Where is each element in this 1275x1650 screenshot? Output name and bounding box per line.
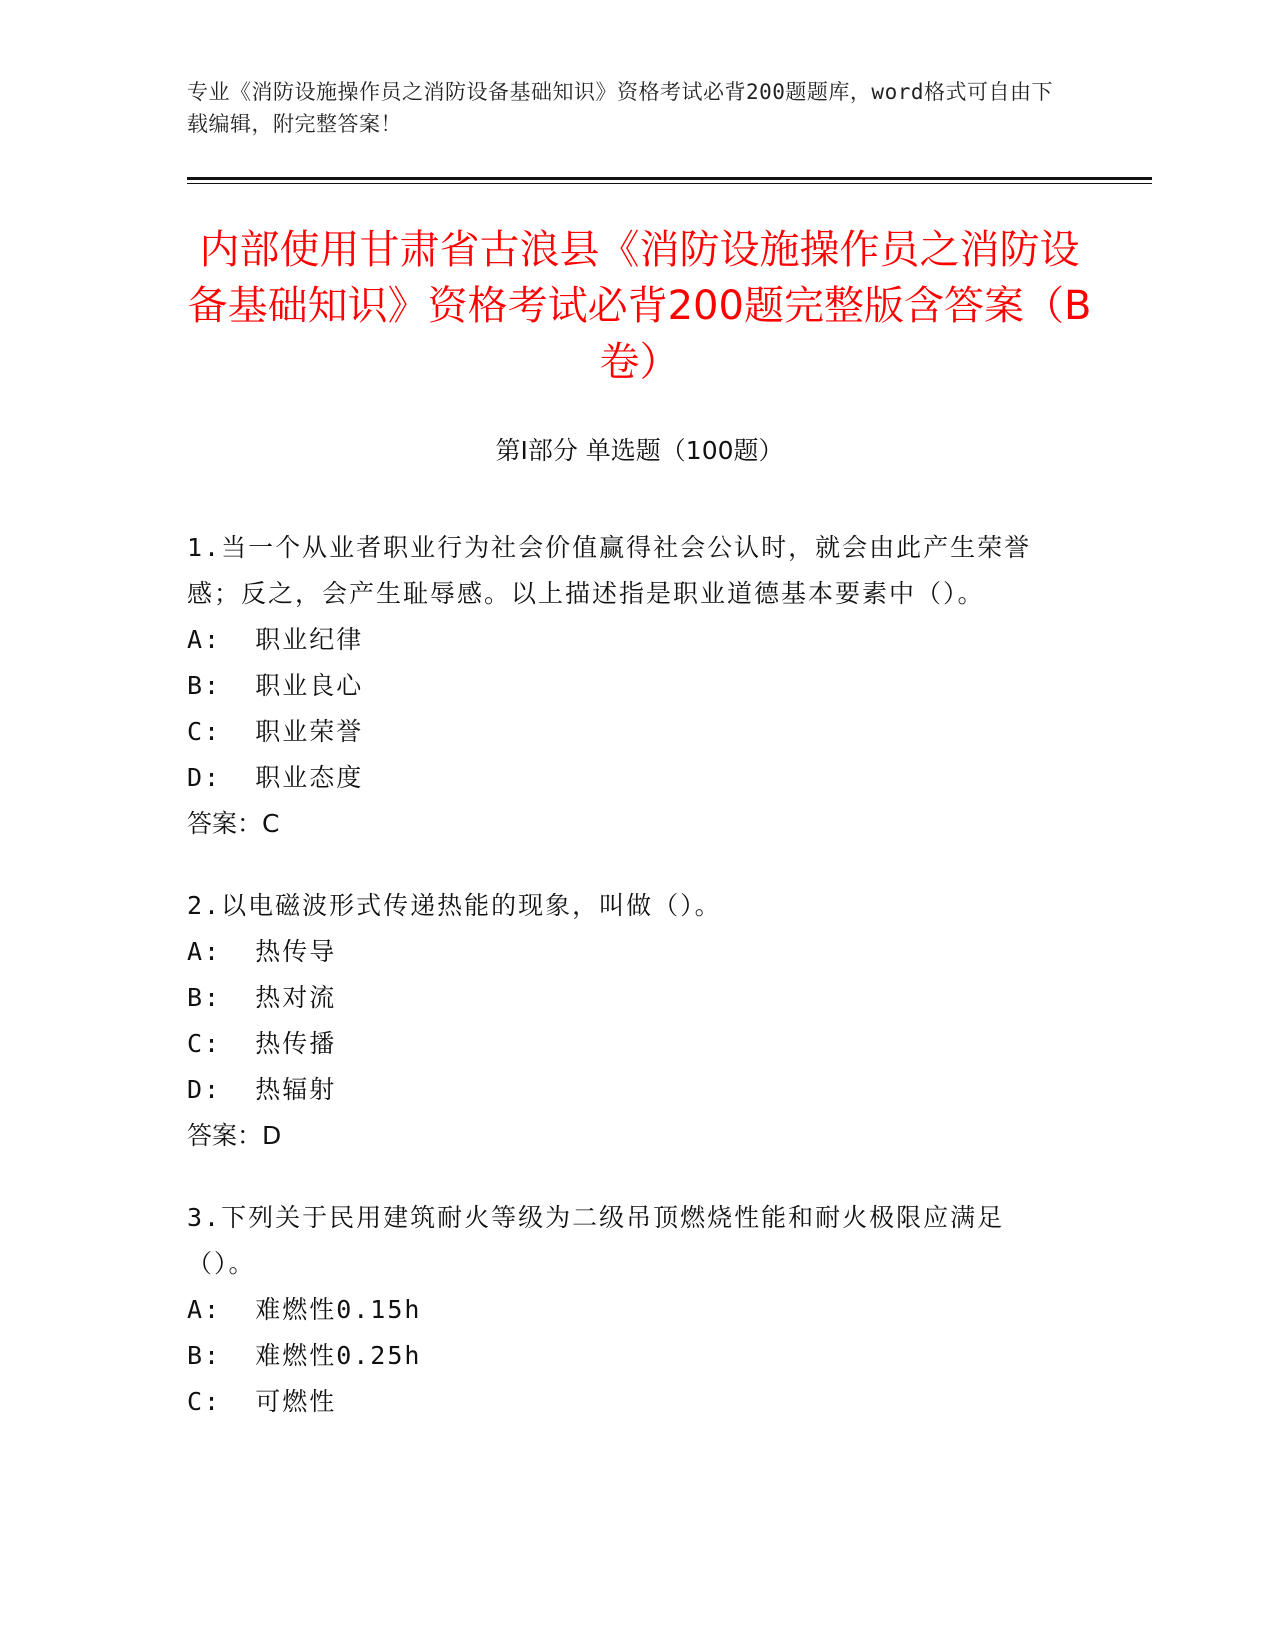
option-c: C: 可燃性 (187, 1387, 337, 1416)
question-2 (187, 883, 1067, 1159)
option-b: B: 热对流 (187, 983, 337, 1012)
option-a: A: 热传导 (187, 937, 337, 966)
option-a: A: 职业纪律 (187, 625, 364, 654)
option-d: D: 职业态度 (187, 763, 364, 792)
question-stem: 3.下列关于民用建筑耐火等级为二级吊顶燃烧性能和耐火极限应满足（）。 (187, 1203, 1005, 1278)
answer: 答案：C (187, 809, 280, 838)
section-title: 第Ⅰ部分 单选题（100题） (495, 436, 784, 465)
question-1 (187, 525, 1067, 847)
answer: 答案：D (187, 1121, 282, 1150)
option-b: B: 职业良心 (187, 671, 364, 700)
document-title: 内部使用甘肃省古浪县《消防设施操作员之消防设备基础知识》资格考试必背200题完整版含答案（B卷） (187, 227, 1092, 385)
question-list (187, 525, 1067, 1461)
option-c: C: 热传播 (187, 1029, 337, 1058)
question-stem: 2.以电磁波形式传递热能的现象，叫做（）。 (187, 891, 722, 920)
header-rule-thick (187, 177, 1152, 180)
header-note: 专业《消防设施操作员之消防设备基础知识》资格考试必背200题题库，word格式可自由下载编辑，附完整答案！ (187, 80, 1053, 136)
option-c: C: 职业荣誉 (187, 717, 364, 746)
question-stem: 1.当一个从业者职业行为社会价值赢得社会公认时，就会由此产生荣誉感；反之，会产生耻辱感。以上描述指是职业道德基本要素中（）。 (187, 533, 1032, 608)
option-b: B: 难燃性0.25h (187, 1341, 422, 1370)
question-3 (187, 1195, 1067, 1425)
option-a: A: 难燃性0.15h (187, 1295, 422, 1324)
option-d: D: 热辐射 (187, 1075, 337, 1104)
header-rule-thin (187, 183, 1152, 184)
